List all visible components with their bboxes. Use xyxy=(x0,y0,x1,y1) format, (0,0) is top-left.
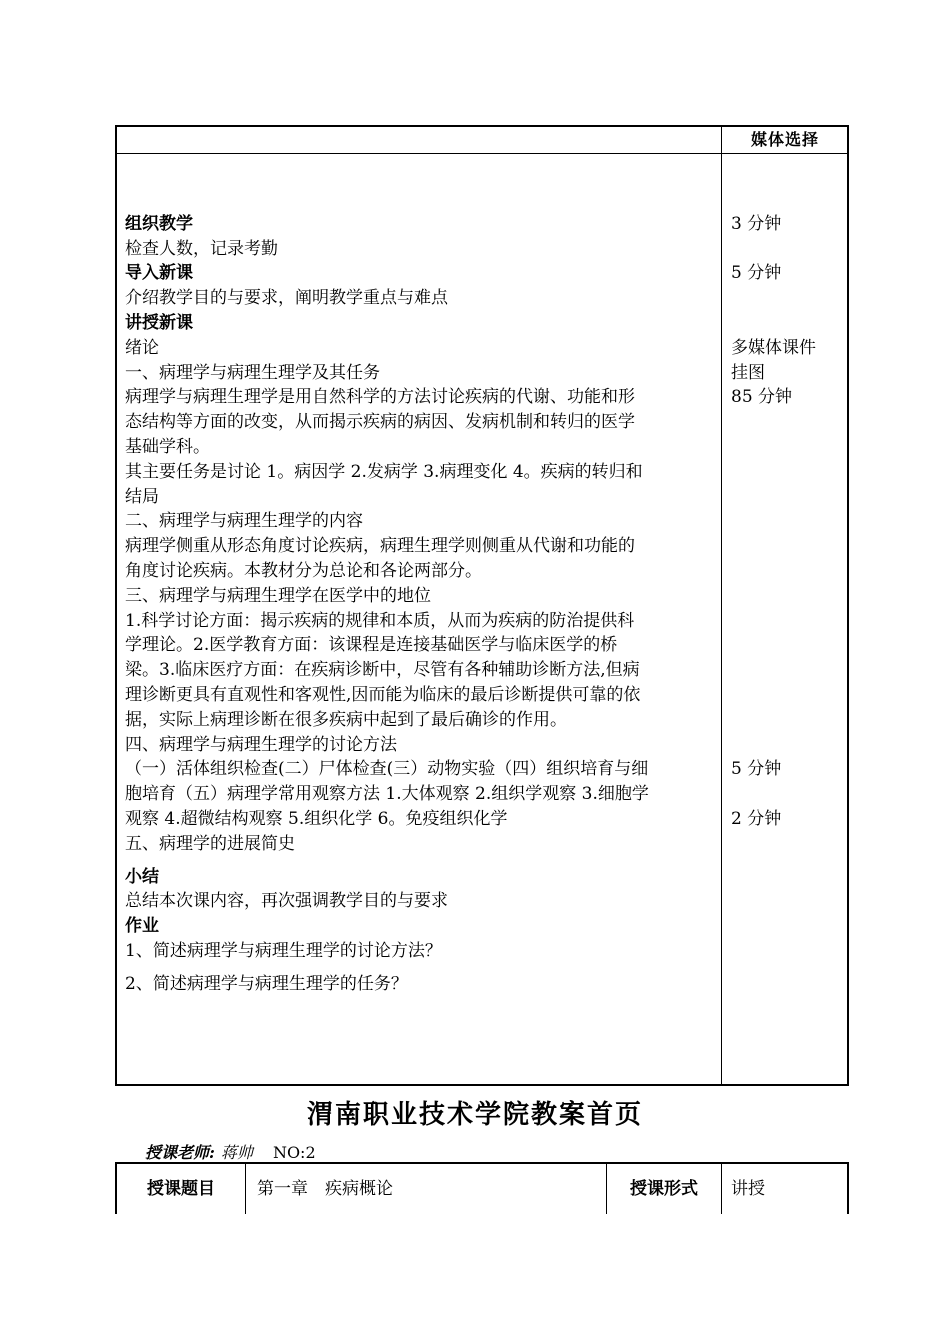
content-line: 总结本次课内容，再次强调教学目的与要求 xyxy=(125,891,448,912)
media-time-line: 3 分钟 xyxy=(731,213,782,234)
media-time-line xyxy=(731,410,843,435)
topic-value: 第一章 疾病概论 xyxy=(257,1179,393,1199)
content-line: 二、病理学与病理生理学的内容 xyxy=(125,511,363,532)
media-time-line xyxy=(731,683,843,708)
content-line: 五、病理学的进展简史 xyxy=(125,833,295,854)
lesson-plan-table xyxy=(115,125,849,1086)
content-line: 梁。3.临床医疗方面：在疾病诊断中，尽管有各种辅助诊断方法,但病 xyxy=(125,660,640,681)
media-time-line: 2 分钟 xyxy=(731,808,782,829)
content-line: 角度讨论疾病。本教材分为总论和各论两部分。 xyxy=(125,560,482,581)
content-line: 病理学侧重从形态角度讨论疾病，病理生理学则侧重从代谢和功能的 xyxy=(125,536,635,557)
media-time-line xyxy=(731,584,843,609)
media-time-line: 挂图 xyxy=(731,362,765,383)
media-time-line xyxy=(731,708,843,733)
content-line: 观察 4.超微结构观察 5.组织化学 6。免疫组织化学 xyxy=(125,808,508,829)
content-line: 胞培育（五）病理学常用观察方法 1.大体观察 2.组织学观察 3.细胞学 xyxy=(125,784,649,805)
media-time-line xyxy=(731,633,843,658)
media-time-line xyxy=(731,782,843,807)
column-divider xyxy=(721,127,722,1084)
cell-divider xyxy=(721,1164,722,1214)
media-time-line xyxy=(731,286,843,311)
content-line: 2、简述病理学与病理生理学的任务？ xyxy=(125,973,408,994)
cell-divider xyxy=(245,1164,246,1214)
media-time-line: 多媒体课件 xyxy=(731,337,816,358)
media-time-line: 85 分钟 xyxy=(731,387,793,408)
content-line: 结局 xyxy=(125,486,159,507)
media-time-line: 5 分钟 xyxy=(731,759,782,780)
media-time-cell xyxy=(731,187,843,832)
content-line: 据，实际上病理诊断在很多疾病中起到了最后确诊的作用。 xyxy=(125,709,567,730)
content-line xyxy=(125,187,717,212)
lesson-info-table xyxy=(115,1162,849,1214)
content-line: 1、简述病理学与病理生理学的讨论方法？ xyxy=(125,940,442,961)
media-time-line xyxy=(731,534,843,559)
content-line: 介绍教学目的与要求，阐明教学重点与难点 xyxy=(125,288,448,309)
content-line: 学理论。2.医学教育方面：该课程是连接基础医学与临床医学的桥 xyxy=(125,635,618,656)
content-line: 三、病理学与病理生理学在医学中的地位 xyxy=(125,585,431,606)
media-time-line xyxy=(731,435,843,460)
content-line: 一、病理学与病理生理学及其任务 xyxy=(125,362,380,383)
media-time-line xyxy=(731,311,843,336)
teacher-name: 蒋帅 xyxy=(220,1143,253,1162)
page-title: 渭南职业技术学院教案首页 xyxy=(306,1100,643,1130)
content-line: 检查人数，记录考勤 xyxy=(125,238,278,259)
media-time-line xyxy=(731,509,843,534)
media-time-line: 5 分钟 xyxy=(731,263,782,284)
content-line: 病理学与病理生理学是用自然科学的方法讨论疾病的代谢、功能和形 xyxy=(125,387,635,408)
content-line: 四、病理学与病理生理学的讨论方法 xyxy=(125,734,397,755)
topic-label: 授课题目 xyxy=(147,1179,215,1199)
media-selection-header: 媒体选择 xyxy=(750,130,819,149)
media-time-line xyxy=(731,559,843,584)
media-time-line xyxy=(731,237,843,262)
content-line: 态结构等方面的改变，从而揭示疾病的病因、发病机制和转归的医学 xyxy=(125,412,635,433)
content-line: 绪论 xyxy=(125,337,159,358)
teacher-line xyxy=(145,1140,316,1163)
form-value: 讲授 xyxy=(731,1179,765,1199)
content-line: 理诊断更具有直观性和客观性,因而能为临床的最后诊断提供可靠的依 xyxy=(125,684,641,705)
section-heading: 小结 xyxy=(125,866,159,887)
content-line: 基础学科。 xyxy=(125,436,210,457)
media-time-line xyxy=(731,733,843,758)
teaching-content-cell xyxy=(125,187,717,997)
teacher-label: 授课老师: xyxy=(145,1143,215,1162)
section-heading: 导入新课 xyxy=(125,263,193,284)
media-time-line xyxy=(731,609,843,634)
media-time-line xyxy=(731,658,843,683)
lesson-number: NO:2 xyxy=(272,1143,316,1162)
media-time-line xyxy=(731,187,843,212)
form-label: 授课形式 xyxy=(630,1179,698,1199)
section-heading: 组织教学 xyxy=(125,213,193,234)
media-time-line xyxy=(731,460,843,485)
section-heading: 讲授新课 xyxy=(125,312,193,333)
content-line: （一）活体组织检查(二）尸体检查(三）动物实验（四）组织培育与细 xyxy=(125,759,649,780)
content-line: 其主要任务是讨论 1。病因学 2.发病学 3.病理变化 4。疾病的转归和 xyxy=(125,461,643,482)
section-heading: 作业 xyxy=(125,916,159,937)
content-line: 1.科学讨论方面：揭示疾病的规律和本质，从而为疾病的防治提供科 xyxy=(125,610,635,631)
media-time-line xyxy=(731,485,843,510)
